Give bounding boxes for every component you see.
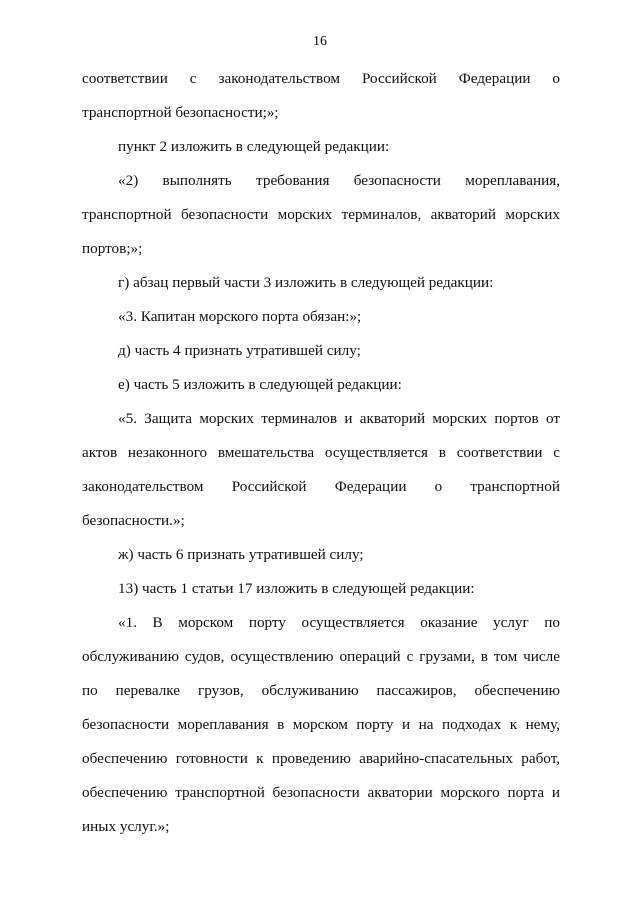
paragraph-4: г) абзац первый части 3 изложить в следующей редакции: <box>118 274 494 291</box>
paragraph-9: ж) часть 6 признать утратившей силу; <box>118 546 364 563</box>
paragraph-1: соответствии с законодательством Российской Федерации о транспортной безопасности;»; <box>82 70 560 121</box>
paragraph-7: е) часть 5 изложить в следующей редакции: <box>118 376 402 393</box>
paragraph-6: д) часть 4 признать утратившей силу; <box>118 342 361 359</box>
paragraph-2: пункт 2 изложить в следующей редакции: <box>118 138 390 155</box>
paragraph-3: «2) выполнять требования безопасности мореплавания, транспортной безопасности морских терминалов, акваторий морских портов;»; <box>82 172 560 257</box>
paragraph-10: 13) часть 1 статьи 17 изложить в следующей редакции: <box>118 580 475 597</box>
page-number: 16 <box>313 34 327 49</box>
document-body <box>82 62 560 844</box>
paragraph-5: «3. Капитан морского порта обязан:»; <box>118 308 362 325</box>
paragraph-8: «5. Защита морских терминалов и акваторий морских портов от актов незаконного вмешательства осуществляется в соответствии с законодательством Российской Федерации о транспортной безопасности.»; <box>82 410 560 529</box>
paragraph-11: «1. В морском порту осуществляется оказание услуг по обслуживанию судов, осуществлению операций с грузами, в том числе по перевалке грузов, обслуживанию пассажиров, обеспечению безопасности мореплавания в морском порту и на подходах к нему, обеспечению готовности к проведению аварийно-спасательных работ, обеспечению транспортной безопасности акватории морского порта и иных услуг.»; <box>82 614 560 835</box>
